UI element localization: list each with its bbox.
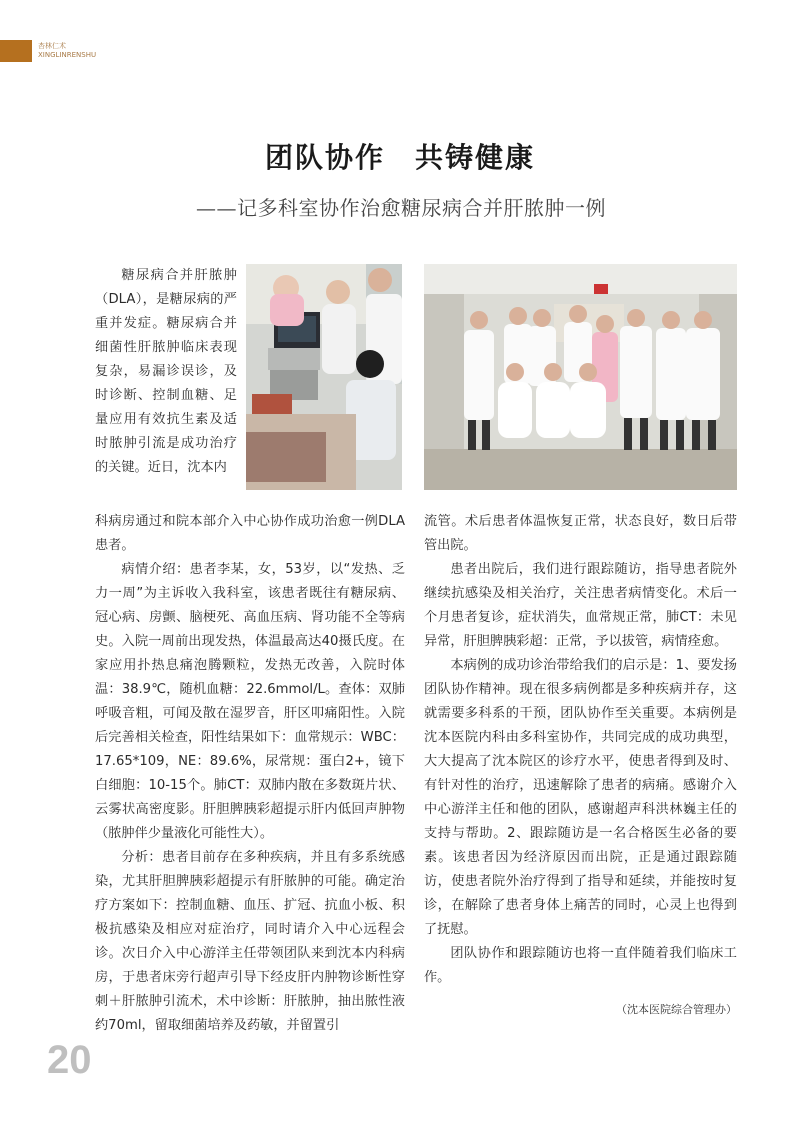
left-column: [95, 510, 405, 1038]
header-en: XINGLINRENSHU: [38, 51, 97, 59]
intro-wrapped-text: [95, 264, 237, 480]
intro-continued: 科病房通过和院本部介入中心协作成功治愈一例DLA患者。: [95, 514, 405, 553]
right-column: [424, 510, 737, 1022]
article-title: 团队协作 共铸健康: [264, 141, 535, 174]
ultrasound-procedure-photo: [246, 264, 402, 490]
author-signature: （沈本医院综合管理办）: [616, 1003, 737, 1016]
header-section-label: [38, 42, 96, 60]
continuation-paragraph: 流管。术后患者体温恢复正常，状态良好，数日后带管出院。: [424, 514, 737, 553]
lessons-paragraph: 本病例的成功诊治带给我们的启示是：1、要发扬团队协作精神。现在很多病例都是多种疾病并存，这就需要多科系的干预，团队协作至关重要。本病例是沈本医院内科由多科室协作，共同完成的成功典型，大大提高了沈本院区的诊疗水平，使患者得到及时、有针对性的治疗，迅速解除了患者的病痛。感谢介入中心游洋主任和他的团队，感谢超声科洪林巍主任的支持与帮助。2、跟踪随访是一名合格医生必备的要素。该患者因为经济原因而出院，正是通过跟踪随访，使患者院外治疗得到了指导和延续，并能按时复诊，在解除了患者身体上痛苦的同时，心灵上也得到了抚慰。: [424, 658, 737, 937]
team-group-photo: [424, 264, 737, 490]
closing-paragraph: 团队协作和跟踪随访也将一直伴随着我们临床工作。: [424, 946, 737, 985]
followup-paragraph: 患者出院后，我们进行跟踪随访，指导患者院外继续抗感染及相关治疗，关注患者病情变化。术后一个月患者复诊，症状消失，血常规正常，肺CT：未见异常，肝胆脾胰彩超：正常，予以拔管，病情痊愈。: [424, 562, 737, 649]
article-subtitle: ——记多科室协作治愈糖尿病合并肝脓肿一例: [196, 196, 606, 220]
case-description-paragraph: 病情介绍：患者李某，女，53岁，以“发热、乏力一周”为主诉收入我科室，该患者既往有糖尿病、冠心病、房颤、脑梗死、高血压病、肾功能不全等病史。入院一周前出现发热，体温最高达40摄氏度。在家应用扑热息痛泡腾颗粒，发热无改善，入院时体温：38.9℃，随机血糖：22.6mmol/L。查体：双肺呼吸音粗，可闻及散在湿罗音，肝区叩痛阳性。入院后完善相关检查，阳性结果如下：血常规示：WBC：17.65*109，NE：89.6%，尿常规：蛋白2+，镜下白细胞：10-15个。肺CT：双肺内散在多数斑片状、云雾状高密度影。肝胆脾胰彩超提示肝内低回声肿物（脓肿伴少量液化可能性大）。: [95, 562, 405, 841]
page-number: 20: [47, 1038, 92, 1082]
intro-paragraph: 糖尿病合并肝脓肿（DLA），是糖尿病的严重并发症。糖尿病合并细菌性肝脓肿临床表现复杂，易漏诊误诊，及时诊断、控制血糖、足量应用有效抗生素及适时脓肿引流是成功治疗的关键。近日，沈本内: [95, 268, 237, 475]
header-cn: 杏林仁术: [38, 42, 66, 50]
analysis-paragraph: 分析：患者目前存在多种疾病，并且有多系统感染，尤其肝胆脾胰彩超提示有肝脓肿的可能。确定治疗方案如下：控制血糖、血压、扩冠、抗血小板、积极抗感染及相应对症治疗，同时请介入中心远程会诊。次日介入中心游洋主任带领团队来到沈本内科病房，于患者床旁行超声引导下经皮肝内肿物诊断性穿刺＋肝脓肿引流术，术中诊断：肝脓肿，抽出脓性液约70ml，留取细菌培养及药敏，并留置引: [95, 850, 405, 1033]
header-accent-bar: [0, 40, 32, 62]
